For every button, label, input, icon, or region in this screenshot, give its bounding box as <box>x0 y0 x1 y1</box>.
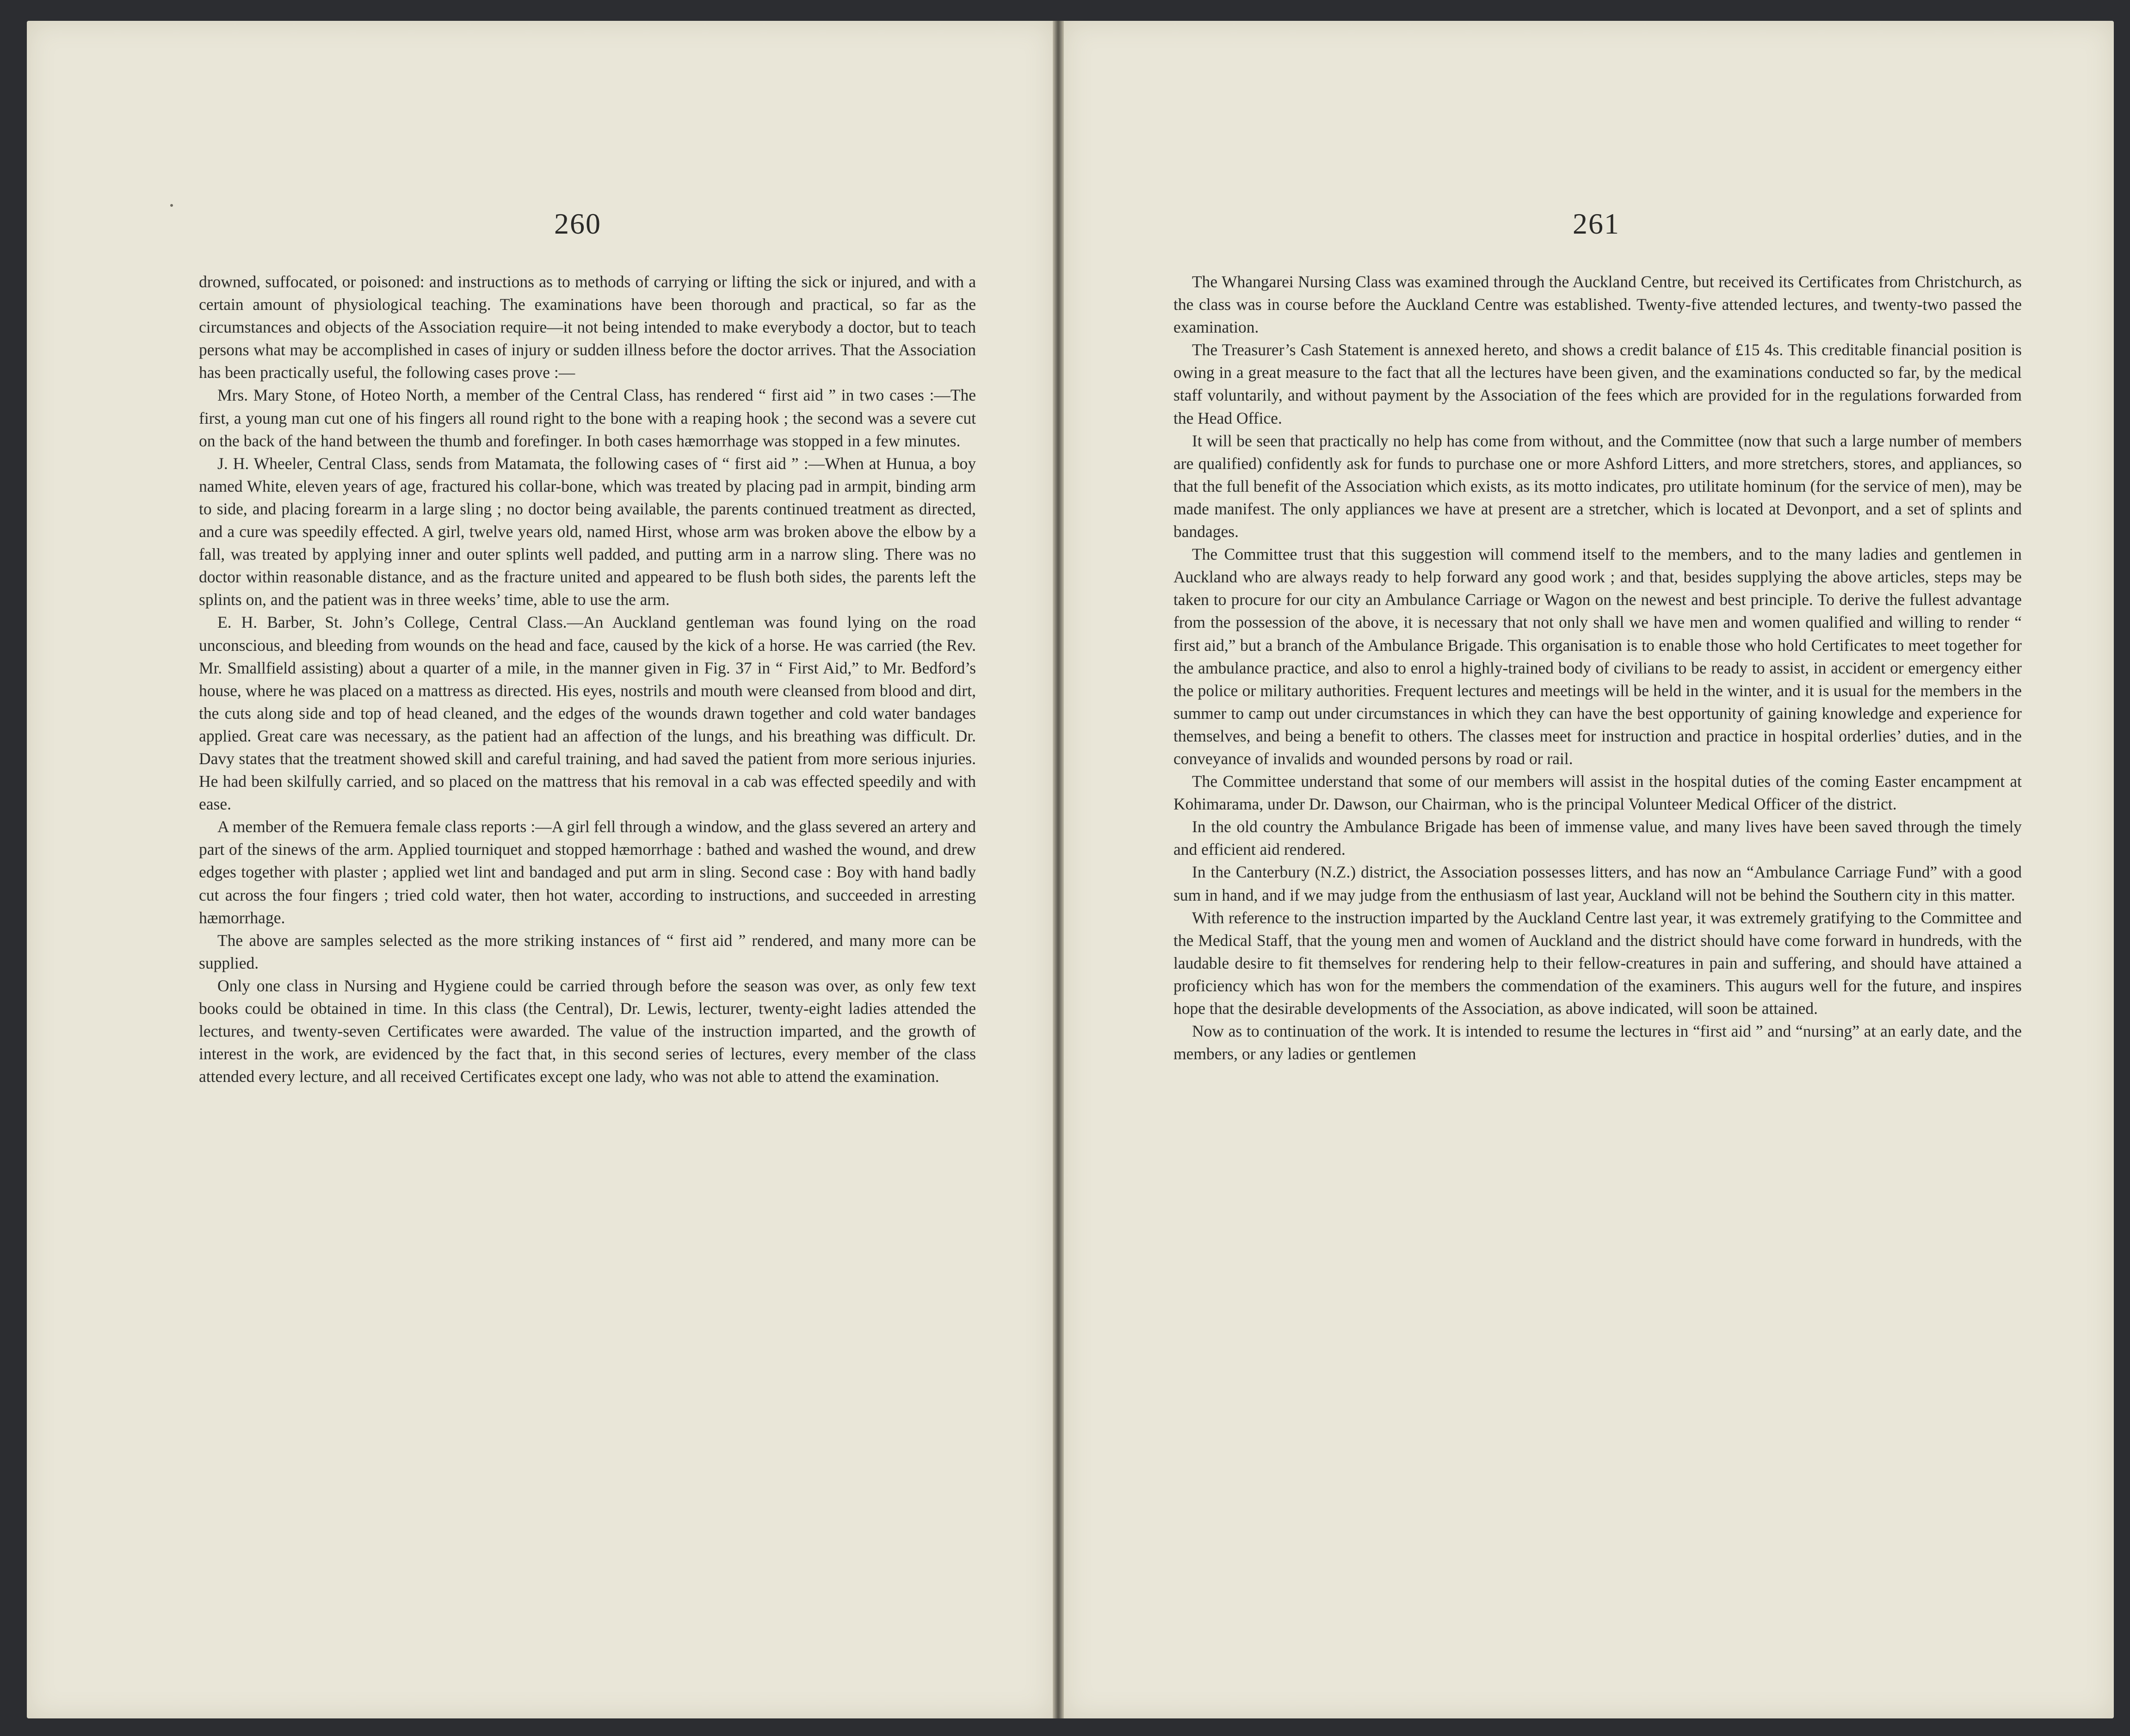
paragraph: It will be seen that practically no help has come from without, and the Committee (now that such a large number of members are qualified) confidently ask for funds to purchase one or more Ashford Litters, and more stretchers, stores, and appliances, so that the full benefit of the Association which exists, as its motto indicates, pro utilitate hominum (for the service of men), may be made manifest. The only appliances we have at present are a stretcher, which is located at Devonport, and a set of splints and bandages. <box>1173 431 2022 541</box>
paragraph: Now as to continuation of the work. It is intended to resume the lectures in “first aid ” and “nursing” at an early date, and the members, or any ladies or gentlemen <box>1173 1022 2022 1063</box>
paragraph: With reference to the instruction imparted by the Auckland Centre last year, it was extremely gratifying to the Committee and the Medical Staff, that the young men and women of Auckland and the district should have come forward in hundreds, with the laudable desire to fit themselves for rendering help to their fellow-creatures in pain and suffering, and should have attained a proficiency which has won for the members the commendation of the examiners. This augurs well for the future, and inspires hope that the desirable developments of the Association, as above indicated, will soon be attained. <box>1173 908 2022 1018</box>
book-gutter <box>1053 21 1064 1718</box>
paragraph: The Treasurer’s Cash Statement is annexed hereto, and shows a credit balance of £15 4s. This creditable financial position is owing in a great measure to the fact that all the lectures have been given, and the examinations conducted so far, by the medical staff voluntarily, and without payment by the Association of the fees which are provided for in the regulations forwarded from the Head Office. <box>1173 340 2022 427</box>
paragraph: In the old country the Ambulance Brigade has been of immense value, and many lives have been saved through the timely and efficient aid rendered. <box>1173 817 2022 859</box>
paragraph: The Committee understand that some of our members will assist in the hospital duties of the coming Easter encampment at Kohimarama, under Dr. Dawson, our Chairman, who is the principal Volunteer Medical Officer of the district. <box>1173 772 2022 814</box>
paragraph: E. H. Barber, St. John’s College, Central Class.—An Auckland gentleman was found lying on the road unconscious, and bleeding from wounds on the head and face, caused by the kick of a horse. He was carried (the Rev. Mr. Smallfield assisting) about a quarter of a mile, in the manner given in Fig. 37 in “ First Aid,” to Mr. Bedford’s house, where he was placed on a mattress as directed. His eyes, nostrils and mouth were cleansed from blood and dirt, the cuts along side and top of head cleaned, and the edges of the wounds drawn together and cold water bandages applied. Great care was necessary, as the patient had an affection of the lungs, and his breathing was difficult. Dr. Davy states that the treatment showed skill and careful training, and had saved the patient from more serious injuries. He had been skilfully carried, and so placed on the mattress that his removal in a cab was effected speedily and with ease. <box>199 613 976 814</box>
ink-speck <box>170 204 173 207</box>
paragraph: The Whangarei Nursing Class was examined through the Auckland Centre, but received its Certificates from Christchurch, as the class was in course before the Auckland Centre was established. Twenty-five attended lectures, and twenty-two passed the examination. <box>1173 272 2022 337</box>
paragraph: J. H. Wheeler, Central Class, sends from Matamata, the following cases of “ first aid ” :—When at Hunua, a boy named White, eleven years of age, fractured his collar-bone, which was treated by placing pad in armpit, binding arm to side, and placing forearm in a large sling ; no doctor being available, the parents continued treatment as directed, and a cure was speedily effected. A girl, twelve years old, named Hirst, whose arm was broken above the elbow by a fall, was treated by applying inner and outer splints well padded, and putting arm in a narrow sling. There was no doctor within reasonable distance, and as the fracture united and appeared to be flush both sides, the parents left the splints on, and the patient was in three weeks’ time, able to use the arm. <box>199 454 976 609</box>
paragraph: A member of the Remuera female class reports :—A girl fell through a window, and the glass severed an artery and part of the sinews of the arm. Applied tourniquet and stopped hæmorrhage : bathed and washed the wound, and drew edges together with plaster ; applied wet lint and bandaged and put arm in sling. Second case : Boy with hand badly cut across the four fingers ; tried cold water, then hot water, according to instructions, and succeeded in arresting hæmorrhage. <box>199 817 976 927</box>
right-page-number: 261 <box>1573 207 1620 240</box>
paragraph: The Committee trust that this suggestion will commend itself to the members, and to the many ladies and gentlemen in Auckland who are always ready to help forward any good work ; and that, besides supplying the above articles, steps may be taken to procure for our city an Ambulance Carriage or Wagon on the newest and best principle. To derive the fullest advantage from the possession of the above, it is necessary that not only shall we have men and women qualified and willing to render “ first aid,” but a branch of the Ambulance Brigade. This organisation is to enable those who hold Certificates to meet together for the ambulance practice, and also to enrol a highly-trained body of civilians to be ready to assist, in accident or emergency either the police or military authorities. Frequent lectures and meetings will be held in the winter, and it is usual for the members in the summer to camp out under circumstances in which they can have the best opportunity of gaining knowledge and experience for themselves, and being a benefit to others. The classes meet for instruction and practice in hospital orderlies’ duties, and in the conveyance of invalids and wounded persons by road or rail. <box>1173 545 2022 768</box>
paragraph: Mrs. Mary Stone, of Hoteo North, a member of the Central Class, has rendered “ first aid ” in two cases :—The first, a young man cut one of his fingers all round right to the bone with a reaping hook ; the second was a severe cut on the back of the hand between the thumb and forefinger. In both cases hæmorrhage was stopped in a few minutes. <box>199 386 976 450</box>
right-page-text <box>1173 271 2022 1065</box>
left-page-text <box>199 271 976 1088</box>
paragraph: drowned, suffocated, or poisoned: and instructions as to methods of carrying or lifting the sick or injured, and with a certain amount of physiological teaching. The examinations have been thorough and practical, so far as the circumstances and objects of the Association require—it not being intended to make everybody a doctor, but to teach persons what may be accomplished in cases of injury or sudden illness before the doctor arrives. That the Association has been practically useful, the following cases prove :— <box>199 272 976 382</box>
left-page-number: 260 <box>554 207 601 240</box>
paragraph: The above are samples selected as the more striking instances of “ first aid ” rendered, and many more can be supplied. <box>199 931 976 972</box>
paragraph: In the Canterbury (N.Z.) district, the Association possesses litters, and has now an “Ambulance Carriage Fund” with a good sum in hand, and if we may judge from the enthusiasm of last year, Auckland will not be behind the Southern city in this matter. <box>1173 863 2022 904</box>
left-page <box>27 21 1053 1718</box>
right-page <box>1064 21 2114 1718</box>
paragraph: Only one class in Nursing and Hygiene could be carried through before the season was over, as only few text books could be obtained in time. In this class (the Central), Dr. Lewis, lecturer, twenty-eight ladies attended the lectures, and twenty-seven Certificates were awarded. The value of the instruction imparted, and the growth of interest in the work, are evidenced by the fact that, in this second series of lectures, every member of the class attended every lecture, and all received Certificates except one lady, who was not able to attend the examination. <box>199 976 976 1086</box>
